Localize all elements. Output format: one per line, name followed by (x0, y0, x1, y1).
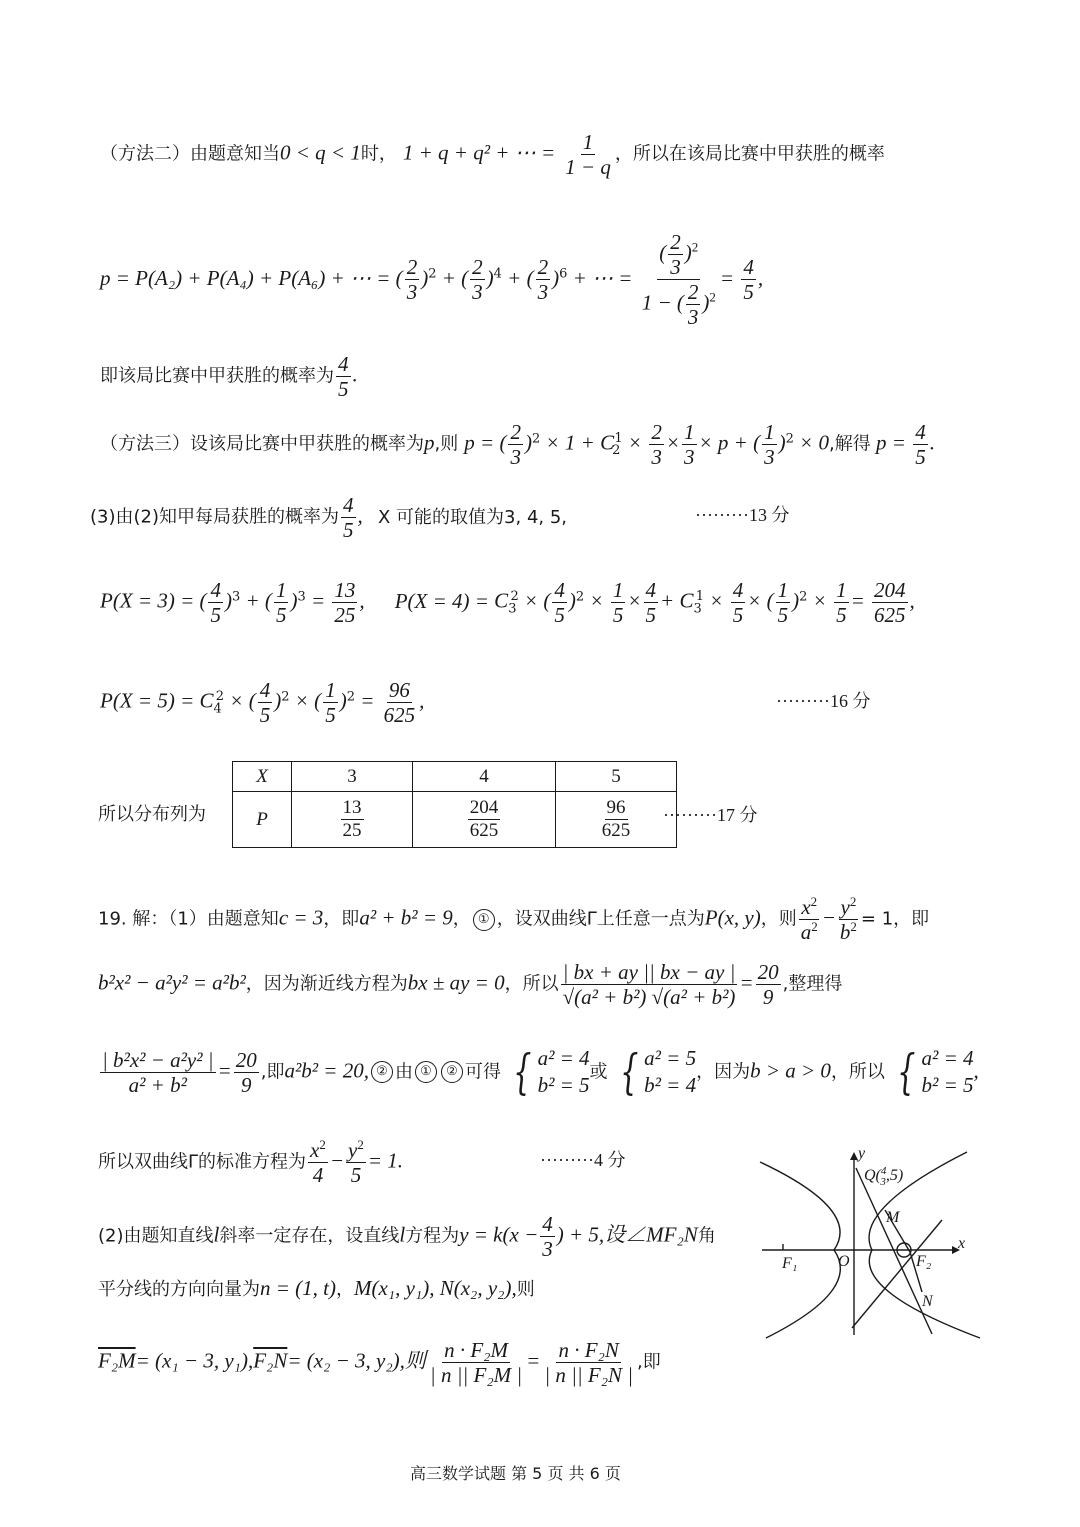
distribution-label: 所以分布列为 (98, 804, 206, 825)
header-x: X (233, 762, 292, 792)
part2-line3: F₂M= (x₁ − 3, y₁),F₂N= (x₂ − 3, y₂),则 $\frac{\text{n · F₂M}}{\text{| n || F₂M |}}$ = $\frac{\text{n · F₂N}}{\text{| n || F₂N |}}$ ,即 (98, 1338, 661, 1388)
p-sum-line: p = P(A₂) + P(A₄) + P(A₆) + ⋯ = ( $\frac{2}{3}$ )$^2$ + ( $\frac{2}{3}$ )$^4$ + ( $\frac{2}{3}$ )$^6$ + ⋯ = ( $\frac{2}{3}$ )$^2$ 1 − ( $\frac{2}{3}$ )$^2$ = $\frac{4}{5}$ , (100, 230, 764, 330)
label-m: M (886, 1209, 900, 1226)
part2-line1: (2)由题知直线l斜率一定存在，设直线l方程为y = k(x − $\frac{4}{3}$ ) + 5,设∠MF₂N角 (98, 1212, 716, 1262)
label-n: N (922, 1293, 933, 1310)
series-lhs: 1 + q + q² + ⋯ = (402, 140, 556, 165)
hyperbola-figure (752, 1140, 984, 1340)
label-q: Q($^4$ 3,5) (864, 1165, 904, 1188)
part2-line2: 平分线的方向向量为n = (1, t)，M(x₁, y₁), N(x₂, y₂),则 (98, 1276, 535, 1300)
conclusion-line: 即该局比赛中甲获胜的概率为 $\frac{4}{5}$ . (100, 352, 358, 402)
px5-line: $P(X = 5) = C_4^2$ × ( $\frac{4}{5}$ )$^2$ × ( $\frac{1}{5}$ )$^2$ = $\frac{96}{625}$ , (100, 678, 425, 728)
part3-line: (3)由(2)知甲每局获胜的概率为 $\frac{4}{5}$ , X 可能的取值为3, 4, 5, (90, 493, 568, 543)
method2-line: （方法二）由题意知当0 < q < 1时， 1 + q + q² + ⋯ = $\frac{1}{1 - q}$ ，所以在该局比赛中甲获胜的概率 (100, 130, 885, 180)
header-p: P (233, 792, 292, 848)
method3-line: （方法三）设该局比赛中甲获胜的概率为p,则 p = ( $\frac{2}{3}$ )$^2 \times 1 + C_2^1$ × $\frac{2}{3}$ × $\frac{1}{3}$ × p + ( $\frac{1}{3}$ )$^2$ × 0,解得 p = $\frac{4}{5}$ . (100, 420, 935, 470)
q19-line1: 19. 解：（1）由题意知c = 3，即a² + b² = 9， ① ，设双曲线Γ上任意一点为P(x, y)，则 $\frac{x^2}{a^2}$ − $\frac{y^2}{b^2}$ = 1，即 (98, 894, 930, 945)
q19-line4: 所以双曲线Γ的标准方程为 $\frac{x^2}{4}$ − $\frac{y^2}{5}$ = 1. (98, 1137, 404, 1188)
label-y: y (858, 1145, 866, 1162)
distribution-table: X 3 4 5 P $\frac{13}{25}$ $\frac{204}{625}$ $\frac{96}{625}$ (232, 761, 677, 848)
px3-px4-line: P(X = 3) = ( $\frac{4}{5}$ )$^3$ + ( $\frac{1}{5}$ )$^3$ = $\frac{13}{25}$ , $P(X = 4) = C_3^2$ × ( $\frac{4}{5}$ )$^2$ × $\frac{1}{5}$ × $\frac{4}{5}$ + $C_3^1$ × $\frac{4}{5}$ × ( $\frac{1}{5}$ )$^2$ × $\frac{1}{5}$ = $\frac{204}{625}$ , (100, 578, 915, 628)
label-x: x (958, 1235, 966, 1252)
score-17: ·········17 分 (663, 805, 758, 825)
q19-line3: $\frac{\text{| b²x² − a²y² |}}{\text{a² + b²}}$ = $\frac{20}{9}$ ,即a²b² = 20, ② 由 ① ② 可得 { a² = 4 b² = 5 或 { a² = 5 b² = 4 ，因为b > a > 0，所以 { a² = 4 b² = 5 , (102, 1044, 979, 1101)
label-f1: F₁ (782, 1255, 798, 1272)
label-f2: F₂ (916, 1253, 932, 1270)
score-16: ·········16 分 (776, 691, 871, 711)
line-a (852, 1220, 942, 1328)
score-13: ·········13 分 (695, 505, 790, 525)
score-4: ·········4 分 (540, 1150, 626, 1170)
geometric-sum-fraction: ( $\frac{2}{3}$ )$^2$ 1 − ( $\frac{2}{3}$ )$^2$ (641, 230, 716, 330)
method2-label: （方法二）由题意知当 (100, 143, 280, 165)
q19-line2: b²x² − a²y² = a²b²，因为渐近线方程为bx ± ay = 0，所以 $\frac{| bx + ay || bx - ay |}{\text{√(a² + b²) √(a² + b²)}}$ = $\frac{20}{9}$ ,整理得 (98, 960, 843, 1010)
page-footer: 高三数学试题 第 5 页 共 6 页 (410, 1464, 621, 1483)
label-o: O (838, 1253, 850, 1270)
series-fraction: $\frac{1}{1 - q}$ (565, 130, 611, 180)
